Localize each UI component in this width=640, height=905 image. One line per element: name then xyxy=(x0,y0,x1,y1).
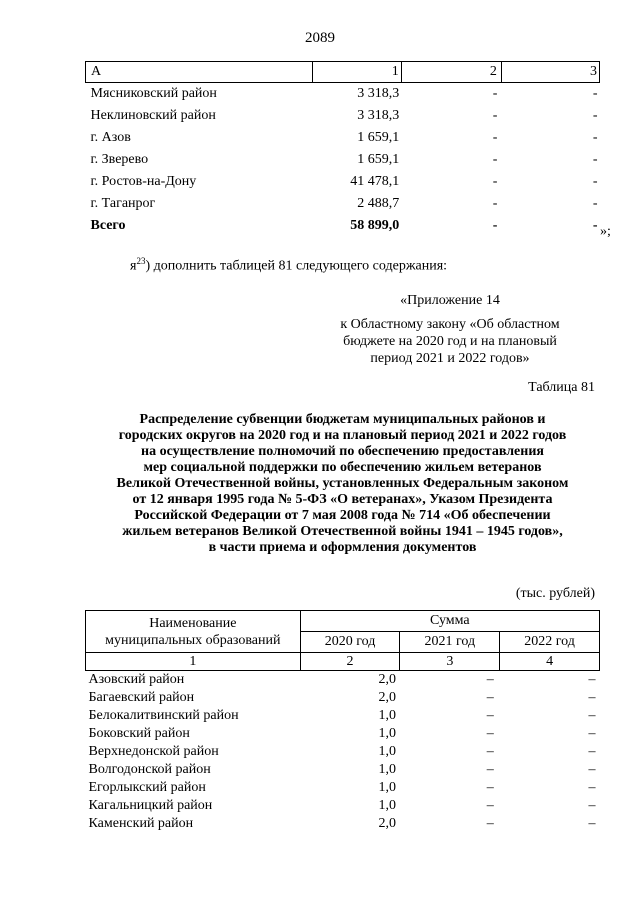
column-number: 2 xyxy=(300,653,400,671)
cell-amount: – xyxy=(486,798,494,813)
column-header: 3 xyxy=(501,62,599,83)
cell-amount: 1,0 xyxy=(378,762,396,777)
table-row xyxy=(86,127,600,149)
title-line: городских округов на 2020 год и на плановый период 2021 и 2022 годов xyxy=(118,428,567,443)
table-header-row xyxy=(86,611,600,632)
cell-total-amount: - xyxy=(592,218,598,233)
column-header-year: 2020 год xyxy=(300,632,400,653)
table-subvention-distribution xyxy=(85,610,600,833)
cell-municipality: Азовский район xyxy=(88,672,185,687)
column-header-year: 2021 год xyxy=(400,632,500,653)
cell-amount: - xyxy=(492,108,498,123)
cell-amount: - xyxy=(492,174,498,189)
cell-amount: 1,0 xyxy=(378,744,396,759)
cell-amount: - xyxy=(592,86,598,101)
cell-amount: – xyxy=(588,780,596,795)
appendix-line: период 2021 и 2022 годов» xyxy=(370,351,530,366)
table-row xyxy=(86,83,600,106)
cell-amount: 41 478,1 xyxy=(350,174,400,189)
title-line: Великой Отечественной войны, установленных Федеральным законом xyxy=(116,476,569,491)
column-number: 1 xyxy=(86,653,301,671)
table-row xyxy=(86,689,600,707)
cell-amount: 2,0 xyxy=(378,690,396,705)
cell-municipality: г. Ростов-на-Дону xyxy=(90,174,197,189)
table-row xyxy=(86,761,600,779)
table-row xyxy=(86,707,600,725)
table-row xyxy=(86,815,600,833)
cell-amount: – xyxy=(588,744,596,759)
cell-municipality: Белокалитвинский район xyxy=(88,708,239,723)
cell-amount: 2,0 xyxy=(378,816,396,831)
paragraph-prefix: я xyxy=(130,258,137,274)
cell-amount: – xyxy=(486,726,494,741)
column-header-sum: Сумма xyxy=(300,611,599,632)
cell-municipality: Мясниковский район xyxy=(90,86,217,101)
cell-amount: - xyxy=(592,174,598,189)
amendment-paragraph xyxy=(130,256,447,275)
appendix-title: «Приложение 14 xyxy=(400,293,500,308)
table-title xyxy=(85,412,600,556)
cell-amount: - xyxy=(492,152,498,167)
cell-municipality: Егорлыкский район xyxy=(88,780,206,795)
table-previous-appendix xyxy=(85,61,600,237)
table-row xyxy=(86,671,600,690)
table-label: Таблица 81 xyxy=(528,380,595,395)
column-header-year: 2022 год xyxy=(500,632,600,653)
cell-municipality: Верхнедонской район xyxy=(88,744,219,759)
cell-amount: – xyxy=(486,744,494,759)
cell-amount: – xyxy=(588,672,596,687)
appendix-heading xyxy=(300,292,600,367)
cell-amount: 2 488,7 xyxy=(357,196,400,211)
cell-amount: - xyxy=(492,130,498,145)
table-row xyxy=(86,149,600,171)
table-row xyxy=(86,779,600,797)
column-number: 3 xyxy=(400,653,500,671)
cell-amount: - xyxy=(592,196,598,211)
title-line: от 12 января 1995 года № 5-ФЗ «О ветеранах», Указом Президента xyxy=(132,492,553,507)
cell-amount: - xyxy=(592,130,598,145)
cell-municipality: Боковский район xyxy=(88,726,190,741)
cell-amount: 1 659,1 xyxy=(357,130,400,145)
cell-amount: – xyxy=(588,816,596,831)
column-header-name xyxy=(86,611,301,653)
table-header-row xyxy=(86,62,600,83)
cell-total-amount: - xyxy=(492,218,498,233)
table-row xyxy=(86,105,600,127)
cell-amount: 1,0 xyxy=(378,780,396,795)
appendix-line: бюджете на 2020 год и на плановый xyxy=(343,334,557,349)
cell-amount: 1 659,1 xyxy=(357,152,400,167)
cell-amount: – xyxy=(486,780,494,795)
title-line: Российской Федерации от 7 мая 2008 года № 714 «Об обеспечении xyxy=(134,508,551,523)
header-line: муниципальных образований xyxy=(105,632,281,648)
cell-amount: 1,0 xyxy=(378,798,396,813)
cell-amount: – xyxy=(486,672,494,687)
cell-amount: - xyxy=(492,196,498,211)
cell-amount: – xyxy=(588,708,596,723)
cell-total-label: Всего xyxy=(90,218,126,233)
cell-amount: 3 318,3 xyxy=(357,108,400,123)
cell-total-amount: 58 899,0 xyxy=(350,218,400,233)
cell-amount: - xyxy=(592,152,598,167)
cell-amount: – xyxy=(588,690,596,705)
table-row xyxy=(86,797,600,815)
cell-municipality: Каменский район xyxy=(88,816,194,831)
cell-amount: – xyxy=(486,708,494,723)
table-total-row xyxy=(86,215,600,237)
title-line: мер социальной поддержки по обеспечению жильем ветеранов xyxy=(143,460,542,475)
appendix-line: к Областному закону «Об областном xyxy=(340,317,560,332)
cell-amount: – xyxy=(588,762,596,777)
table-row xyxy=(86,725,600,743)
title-line: жильем ветеранов Великой Отечественной войны 1941 – 1945 годов», xyxy=(122,524,563,539)
cell-amount: - xyxy=(492,86,498,101)
paragraph-text: ) дополнить таблицей 81 следующего содержания: xyxy=(145,258,448,274)
units-label: (тыс. рублей) xyxy=(515,586,595,601)
column-header: 2 xyxy=(401,62,501,83)
table-row xyxy=(86,171,600,193)
cell-amount: – xyxy=(588,798,596,813)
cell-amount: 1,0 xyxy=(378,708,396,723)
cell-amount: – xyxy=(588,726,596,741)
closing-quote: »; xyxy=(600,224,611,239)
column-header: А xyxy=(86,62,313,83)
paragraph-superscript: 23 xyxy=(136,256,146,266)
cell-municipality: Багаевский район xyxy=(88,690,195,705)
page-number: 2089 xyxy=(305,30,335,46)
cell-municipality: Волгодонской район xyxy=(88,762,211,777)
table-row xyxy=(86,193,600,215)
cell-municipality: г. Зверево xyxy=(90,152,149,167)
cell-amount: - xyxy=(592,108,598,123)
cell-amount: – xyxy=(486,816,494,831)
cell-amount: 3 318,3 xyxy=(357,86,400,101)
cell-amount: 1,0 xyxy=(378,726,396,741)
cell-municipality: Кагальницкий район xyxy=(88,798,213,813)
cell-municipality: г. Таганрог xyxy=(90,196,156,211)
table-body xyxy=(86,83,600,238)
cell-amount: – xyxy=(486,690,494,705)
title-line: на осуществление полномочий по обеспечению предоставления xyxy=(141,444,544,459)
cell-amount: – xyxy=(486,762,494,777)
table-row xyxy=(86,743,600,761)
column-header: 1 xyxy=(312,62,401,83)
cell-amount: 2,0 xyxy=(378,672,396,687)
table-body xyxy=(86,671,600,834)
cell-municipality: г. Азов xyxy=(90,130,131,145)
header-line: Наименование xyxy=(149,615,237,631)
title-line: в части приема и оформления документов xyxy=(208,540,477,555)
cell-municipality: Неклиновский район xyxy=(90,108,216,123)
table-column-number-row xyxy=(86,653,600,671)
title-line: Распределение субвенции бюджетам муниципальных районов и xyxy=(139,412,546,427)
column-number: 4 xyxy=(500,653,600,671)
